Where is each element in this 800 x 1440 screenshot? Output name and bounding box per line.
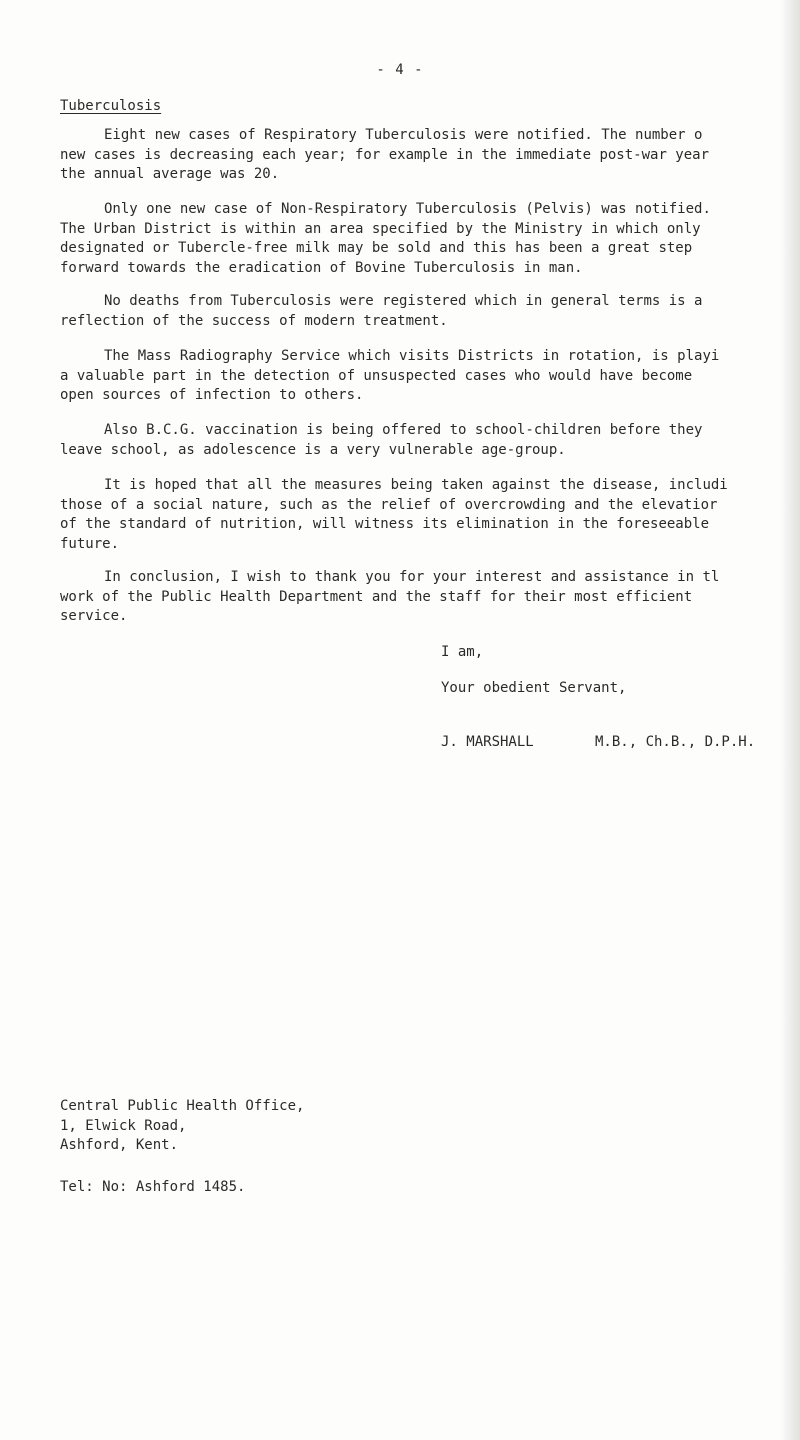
address-line: Ashford, Kent.: [60, 1137, 179, 1153]
paragraph-bcg: [60, 421, 780, 460]
closing-i-am: I am,: [441, 644, 484, 660]
text-line: Only one new case of Non-Respiratory Tuberculosis (Pelvis) was notified.: [104, 201, 711, 217]
telephone-number: Tel: No: Ashford 1485.: [60, 1179, 246, 1195]
text-line: a valuable part in the detection of unsuspected cases who would have become: [60, 367, 693, 384]
text-line: open sources of infection to others.: [60, 387, 364, 403]
text-line: The Mass Radiography Service which visits Districts in rotation, is playi: [104, 348, 720, 364]
page-number: - 4 -: [376, 62, 424, 78]
text-line: of the standard of nutrition, will witness its elimination in the foreseeable: [60, 516, 710, 532]
text-line: No deaths from Tuberculosis were registered which in general terms is a: [104, 293, 703, 309]
text-line: Eight new cases of Respiratory Tuberculosis were notified. The number o: [104, 127, 703, 143]
text-line: The Urban District is within an area specified by the Ministry in which only: [60, 220, 701, 237]
text-line: designated or Tubercle-free milk may be sold and this has been a great step: [60, 240, 693, 256]
signature-name: J. MARSHALL: [441, 734, 534, 750]
paragraph-deaths: [60, 292, 780, 331]
text-line: the annual average was 20.: [60, 166, 280, 182]
text-line: work of the Public Health Department and the staff for their most efficient: [60, 588, 693, 605]
text-line: It is hoped that all the measures being taken against the disease, includi: [104, 477, 728, 493]
paragraph-non-respiratory: [60, 200, 780, 278]
paragraph-measures: [60, 476, 780, 554]
paragraph-respiratory: [60, 126, 780, 185]
text-line: forward towards the eradication of Bovine Tuberculosis in man.: [60, 259, 583, 276]
paragraph-conclusion: [60, 568, 780, 627]
address-line: Central Public Health Office,: [60, 1098, 305, 1114]
address-line: 1, Elwick Road,: [60, 1117, 187, 1134]
text-line: future.: [60, 535, 120, 552]
office-address: [60, 1097, 304, 1156]
section-heading: Tuberculosis: [60, 98, 162, 114]
text-line: those of a social nature, such as the relief of overcrowding and the elevatior: [60, 496, 718, 513]
closing-servant: Your obedient Servant,: [441, 680, 627, 696]
paragraph-mass-radiography: [60, 347, 780, 406]
page-edge-shadow: [780, 0, 800, 1440]
signature-degrees: M.B., Ch.B., D.P.H.: [595, 734, 756, 750]
text-line: Also B.C.G. vaccination is being offered to school-children before they: [104, 422, 703, 438]
text-line: In conclusion, I wish to thank you for your interest and assistance in tl: [104, 569, 720, 585]
text-line: reflection of the success of modern treatment.: [60, 312, 448, 329]
text-line: new cases is decreasing each year; for example in the immediate post-war year: [60, 146, 710, 163]
text-line: service.: [60, 608, 128, 624]
text-line: leave school, as adolescence is a very vulnerable age-group.: [60, 441, 566, 458]
